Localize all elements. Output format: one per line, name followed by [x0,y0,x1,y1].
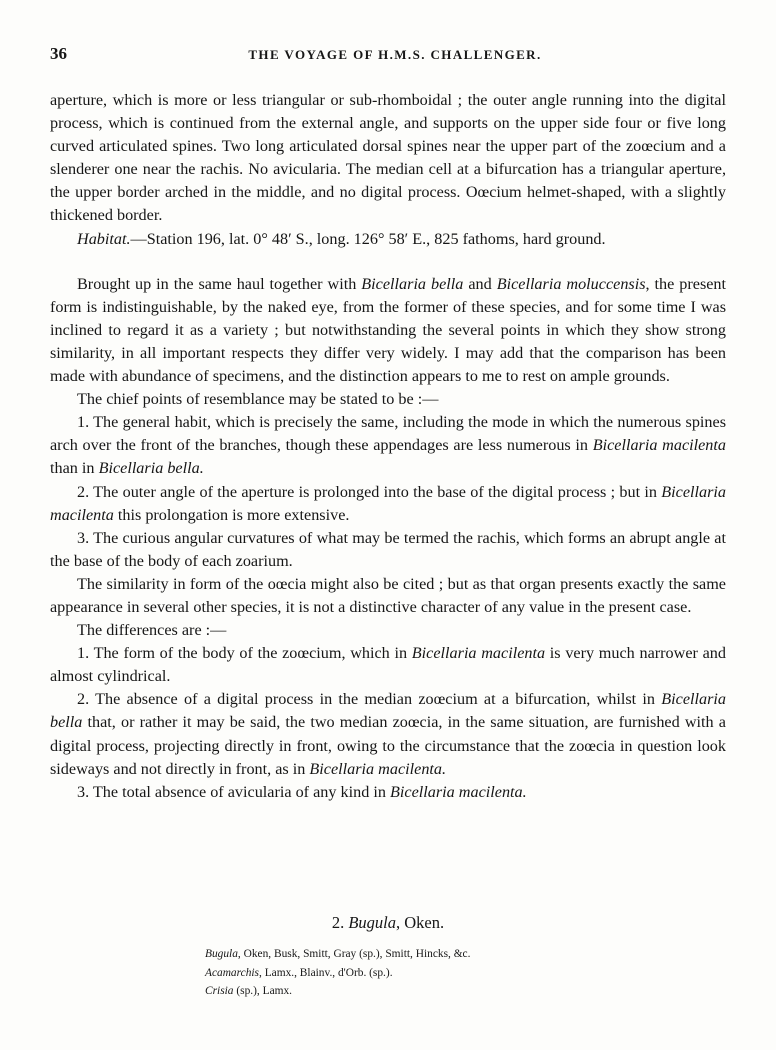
italic-term: Acamarchis [205,966,259,979]
paragraph-oecia [50,573,726,619]
paragraph-difference-1 [50,642,726,688]
text-run: 1. The general habit, which is precisely the same, including the mode in which the numerous spines arch over the front of the branches, though these appendages are less numerous in [50,413,726,455]
text-run: —Station 196, lat. 0° 48′ S., long. 126° 58′ E., 825 fathoms, hard ground. [130,229,606,248]
paragraph-difference-3 [50,781,726,804]
text-run: 3. The curious angular curvatures of what may be termed the rachis, which forms an abrupt angle at the base of the body of each zoarium. [50,528,726,570]
italic-term: Bicellaria macilenta. [309,759,447,778]
text-run: and [463,274,497,293]
italic-term: Bicellaria macilenta [592,436,726,455]
text-run: The chief points of resemblance may be stated to be :— [77,390,439,409]
page-number: 36 [50,44,67,63]
paragraph-resemblance-3 [50,527,726,573]
section-genus: Bugula [348,913,397,932]
text-run: aperture, which is more or less triangular or sub-rhomboidal ; the outer angle running into the digital process, which is continued from the external angle, and supports on the upper side four or five long curved articulated spines. Two long articulated dorsal spines near the upper part of the zoœcium and a slenderer one near the rachis. No avicularia. The median cell at a bifurcation has a triangular aperture, the upper border arched in the middle, and no digital process. Oœcium helmet-shaped, with a slightly thickened border. [50,91,726,225]
text-run: this prolongation is more extensive. [113,505,350,524]
running-header [50,44,740,68]
paragraph-differences-intro [50,619,726,642]
synonymy-line [205,945,470,964]
italic-term: Bicellaria moluccensis [496,274,646,293]
italic-term: Bugula [205,948,238,960]
text-run: 2. The outer angle of the aperture is prolonged into the base of the digital process ; but in [77,482,662,501]
text-run: (sp.), Lamx. [233,985,293,997]
section-heading [0,913,776,933]
text-run: 3. The total absence of avicularia of any kind in [77,782,391,801]
main-text [50,89,726,804]
text-run: , the present form is indistinguishable, by the naked eye, from the former of these species, and for some time I was inclined to regard it as a variety ; but notwithstanding the several points in which they show strong similarity, in all important respects they differ very widely. I may add that the comparison has been made with abundance of specimens, and the distinction appears to me to rest on ample grounds. [50,274,727,386]
paragraph-description-continued [50,89,726,228]
paragraph-habitat [50,228,726,251]
section-number: 2. [331,913,345,932]
italic-term: Bicellaria macilenta [411,644,546,663]
italic-term: Bicellaria bella. [98,459,204,478]
paragraph-resemblance-1 [50,411,726,480]
text-run: than in [50,459,99,478]
text-run: 1. The form of the body of the zoœcium, which in [77,644,412,663]
running-title: THE VOYAGE OF H.M.S. CHALLENGER. [248,47,542,62]
italic-term: Crisia [205,985,234,997]
synonymy-line [205,982,470,1001]
text-run: Brought up in the same haul together with [77,274,362,293]
paragraph-difference-2 [50,688,726,780]
text-run: that, or rather it may be said, the two median zoœcia, in the same situation, are furnished with a digital process, projecting directly in front, owing to the circumstance that the zoœcia in question look sideways and not directly in front, as in [50,713,726,778]
text-run: The similarity in form of the oœcia might also be cited ; but as that organ presents exactly the same appearance in several other species, it is not a distinctive character of any value in the present case. [50,574,726,616]
text-run: The differences are :— [77,621,227,640]
paragraph-resemblance-intro [50,388,726,411]
section-author: , Oken. [396,913,445,932]
text-run: , Lamx., Blainv., d'Orb. (sp.). [259,966,393,979]
text-run: 2. The absence of a digital process in the median zoœcium at a bifurcation, whilst in [77,690,662,709]
synonymy-list [205,945,470,1001]
italic-term: Bicellaria macilenta [50,482,726,524]
italic-term: Habitat. [77,229,131,248]
text-run: , Oken, Busk, Smitt, Gray (sp.), Smitt, Hincks, &c. [237,948,471,960]
synonymy-line [205,964,470,983]
paragraph-comparison [50,273,726,388]
italic-term: Bicellaria bella [361,274,464,293]
text-run: is very much narrower and almost cylindrical. [50,644,726,686]
paragraph-resemblance-2 [50,481,726,527]
italic-term: Bicellaria bella [50,690,726,732]
italic-term: Bicellaria macilenta. [390,782,527,801]
